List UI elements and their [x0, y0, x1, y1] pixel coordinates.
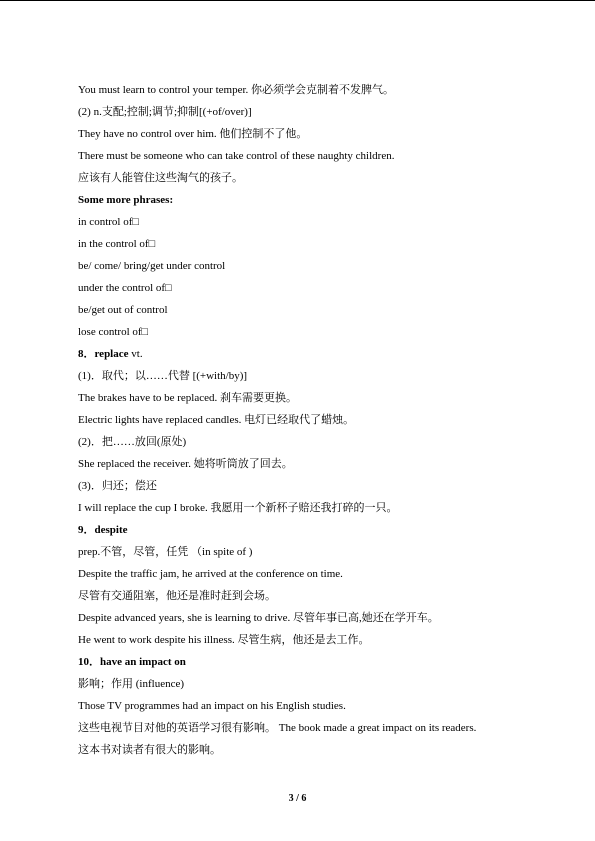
text-line: Despite advanced years, she is learning to drive. 尽管年事已高,她还在学开车。 — [78, 612, 439, 624]
page-number: 3 / 6 — [288, 793, 307, 804]
part-of-speech: vt. — [128, 348, 143, 360]
text-line: be/get out of control — [78, 304, 168, 316]
text-line: 10．have an impact on — [78, 656, 186, 668]
text-line: Some more phrases: — [78, 194, 174, 206]
text-line: be/ come/ bring/get under control — [78, 260, 226, 272]
text-line: There must be someone who can take control of these naughty children. — [78, 150, 395, 162]
text-line: (2) n.支配;控制;调节;抑制[(+of/over)] — [78, 106, 252, 118]
text-line: 应该有人能管住这些淘气的孩子。 — [78, 172, 243, 184]
text-line: They have no control over him. 他们控制不了他。 — [78, 128, 308, 140]
text-line: lose control of□ — [78, 326, 149, 338]
text-line: 这些电视节目对他的英语学习很有影响。 The book made a great impact on its readers. — [78, 722, 477, 734]
text-line: Despite the traffic jam, he arrived at the conference on time. — [78, 568, 343, 580]
text-line: 9．despite — [78, 524, 128, 536]
document-body — [78, 79, 538, 761]
text-line: He went to work despite his illness. 尽管生病，他还是去工作。 — [78, 634, 370, 646]
text-line: (3)．归还；偿还 — [78, 480, 157, 492]
text-line: 尽管有交通阻塞，他还是准时赶到会场。 — [78, 590, 276, 602]
text-line: I will replace the cup I broke. 我愿用一个新杯子赔还我打碎的一只。 — [78, 502, 398, 514]
text-line: in the control of□ — [78, 238, 156, 250]
top-rule — [0, 0, 595, 1]
text-line: (2)．把……放回(原处) — [78, 436, 187, 448]
text-line: Electric lights have replaced candles. 电灯已经取代了蜡烛。 — [78, 414, 355, 426]
term-heading: 8．replace — [78, 348, 129, 360]
text-line — [78, 343, 538, 365]
text-line: under the control of□ — [78, 282, 172, 294]
text-line: You must learn to control your temper. 你必须学会克制着不发脾气。 — [78, 84, 395, 96]
text-line: The brakes have to be replaced. 刹车需要更换。 — [78, 392, 298, 404]
text-line: 影响；作用 (influence) — [78, 678, 184, 690]
text-line: prep.不管，尽管，任凭 （in spite of ) — [78, 546, 253, 558]
text-line: 这本书对读者有很大的影响。 — [78, 744, 221, 756]
text-line: Those TV programmes had an impact on his English studies. — [78, 700, 346, 712]
text-line: She replaced the receiver. 她将听筒放了回去。 — [78, 458, 293, 470]
text-line: in control of□ — [78, 216, 140, 228]
text-line: (1)．取代；以……代替 [(+with/by)] — [78, 370, 248, 382]
